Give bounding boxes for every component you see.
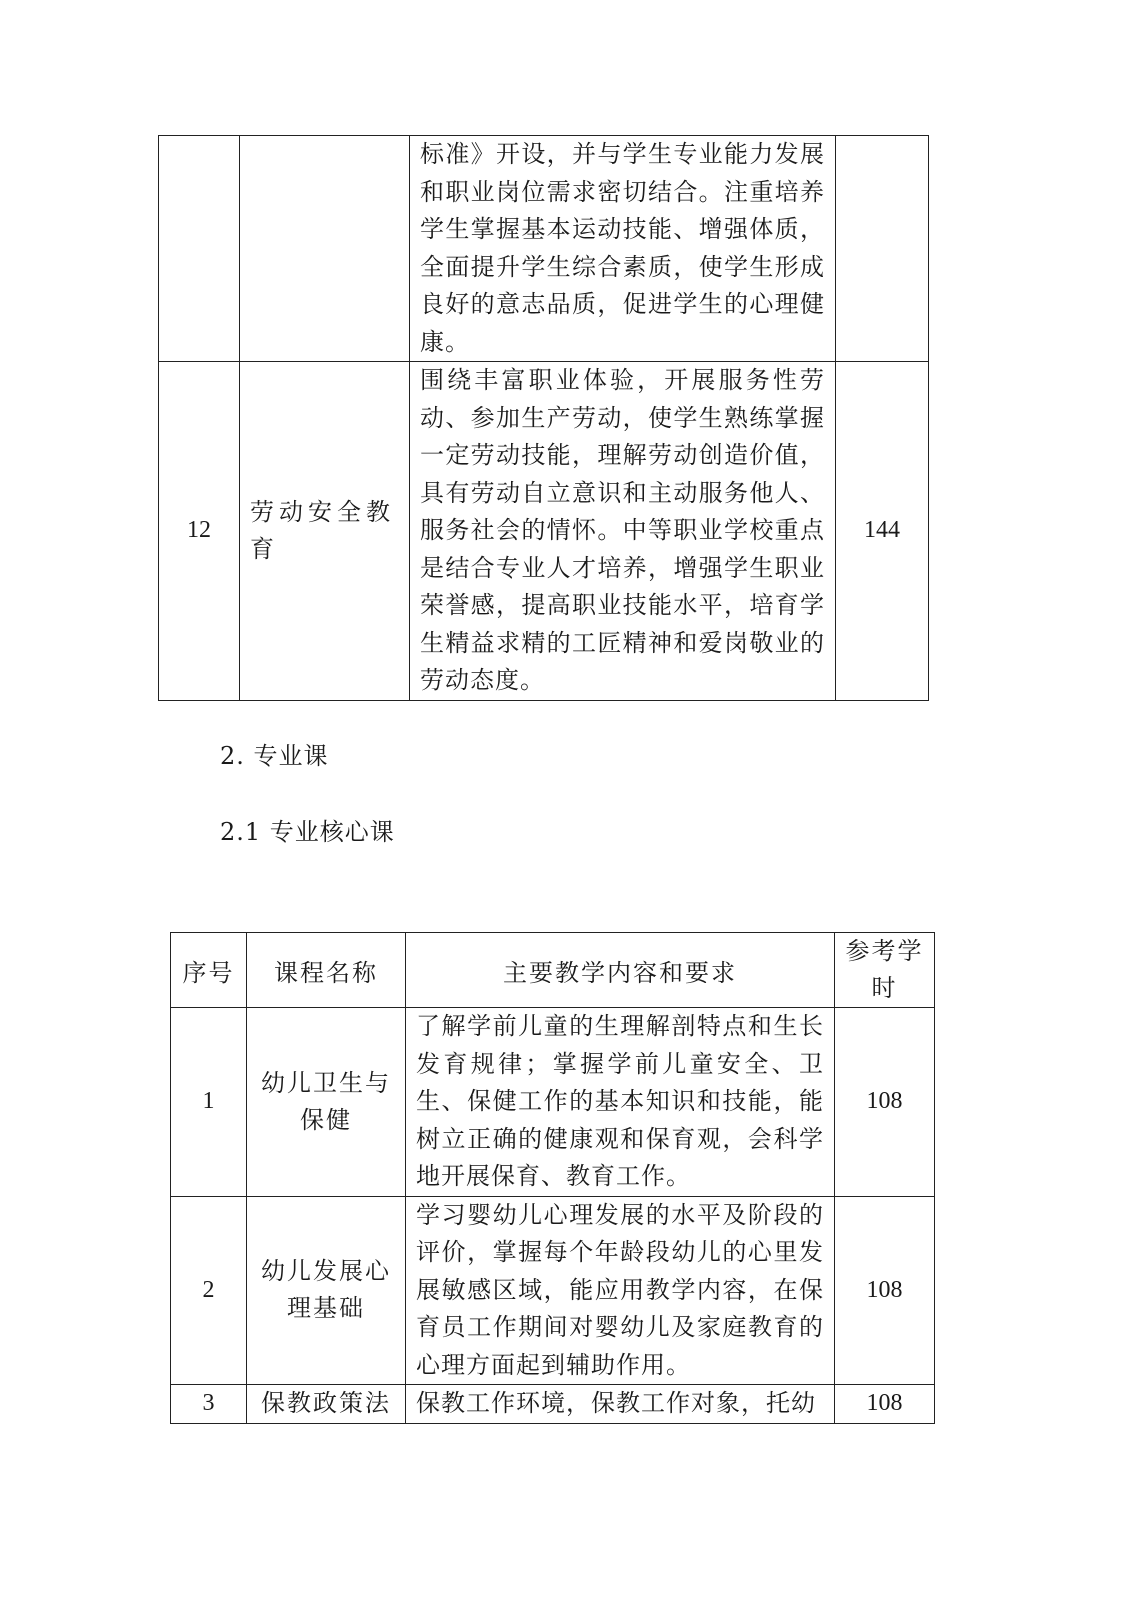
table-row [171,1196,935,1385]
course-content: 标准》开设，并与学生专业能力发展和职业岗位需求密切结合。注重培养学生掌握基本运动技能、增强体质，全面提升学生综合素质，使学生形成良好的意志品质，促进学生的心理健康。 [410,136,836,362]
course-hours: 108 [835,1196,935,1385]
core-course-table [170,932,935,1424]
row-number: 12 [159,362,240,701]
course-name: 幼儿发展心理基础 [247,1196,406,1385]
section-heading: 2. 专业课 [220,742,329,770]
course-content: 围绕丰富职业体验，开展服务性劳动、参加生产劳动，使学生熟练掌握一定劳动技能，理解劳动创造价值，具有劳动自立意识和主动服务他人、服务社会的情怀。中等职业学校重点是结合专业人才培养，增强学生职业荣誉感，提高职业技能水平，培育学生精益求精的工匠精神和爱岗敬业的劳动态度。 [410,362,836,701]
course-name: 幼儿卫生与保健 [247,1008,406,1197]
course-table-continued [158,135,929,701]
table-row [159,136,929,362]
header-hours: 参考学时 [835,933,935,1008]
course-hours: 108 [835,1385,935,1424]
table-row [159,362,929,701]
course-name: 保教政策法 [247,1385,406,1424]
course-name: 劳动安全教育 [240,362,410,701]
header-course-name: 课程名称 [247,933,406,1008]
row-number: 1 [171,1008,247,1197]
subsection-heading: 2.1 专业核心课 [220,818,395,846]
row-number: 3 [171,1385,247,1424]
course-hours: 108 [835,1008,935,1197]
course-hours [836,136,929,362]
course-hours: 144 [836,362,929,701]
table-header-row [171,933,935,1008]
row-number: 2 [171,1196,247,1385]
header-content: 主要教学内容和要求 [406,933,835,1008]
course-content: 了解学前儿童的生理解剖特点和生长发育规律；掌握学前儿童安全、卫生、保健工作的基本知识和技能，能树立正确的健康观和保育观，会科学地开展保育、教育工作。 [406,1008,835,1197]
course-content: 学习婴幼儿心理发展的水平及阶段的评价，掌握每个年龄段幼儿的心里发展敏感区域，能应用教学内容，在保育员工作期间对婴幼儿及家庭教育的心理方面起到辅助作用。 [406,1196,835,1385]
table-row [171,1385,935,1424]
course-name [240,136,410,362]
table-row [171,1008,935,1197]
header-number: 序号 [171,933,247,1008]
course-content: 保教工作环境，保教工作对象，托幼 [406,1385,835,1424]
row-number [159,136,240,362]
